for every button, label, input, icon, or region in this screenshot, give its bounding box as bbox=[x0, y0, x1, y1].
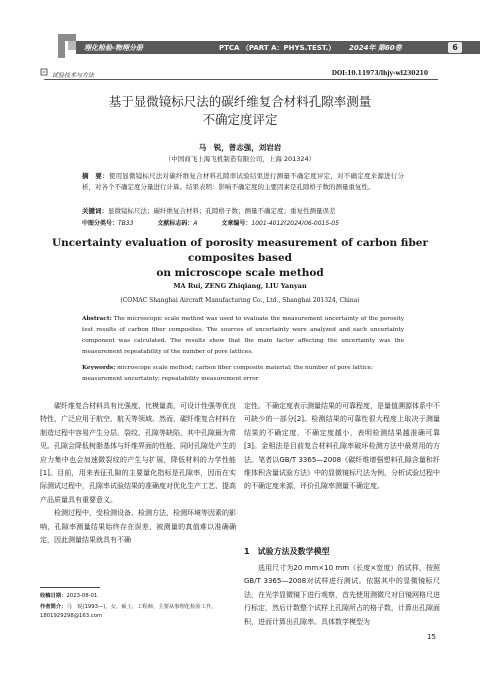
affiliation-english: (COMAC Shanghai Aircraft Manufacturing Co., Ltd., Shanghai 201324, China) bbox=[120, 297, 360, 304]
affiliation-chinese: （中国商飞上海飞机制造有限公司，上海 201324） bbox=[164, 155, 316, 163]
chinese-title-line2: 不确定度评定 bbox=[202, 112, 278, 127]
authors-chinese: 马 锐，曾志强，刘岩岩 bbox=[198, 143, 282, 152]
clc-number: 中图分类号：TB33 bbox=[82, 220, 134, 227]
english-title bbox=[40, 236, 440, 281]
chinese-title bbox=[40, 93, 440, 129]
keywords-english bbox=[82, 363, 404, 385]
abstract-chinese-label: 摘 要： bbox=[82, 172, 109, 180]
body-paragraph: 检测过程中，受检测设备、检测方法、检测环境等因素的影响，孔隙率测量结果始终存在误差，被测量的真值难以准确确定，因此测量结果就具有不确 bbox=[40, 509, 236, 545]
column-name: 试验技术与方法 bbox=[52, 72, 95, 79]
abstract-english bbox=[82, 314, 404, 358]
classification-row bbox=[82, 218, 361, 227]
received-date: 收稿日期：2023-08-01 bbox=[40, 593, 98, 599]
keywords-english-label: Keywords: bbox=[82, 365, 116, 371]
keywords-chinese bbox=[82, 206, 404, 216]
keywords-chinese-label: 关键词： bbox=[82, 207, 108, 215]
journal-section-title: 理化检验-物理分册 bbox=[84, 44, 143, 52]
body-paragraph: 定性。不确定度表示测量结果的可靠程度，是量值溯源体系中不可缺少的一部分[2]。检测结果的可靠性很大程度上取决于测量结果的不确定度，不确定度越小，表明检测结果越准确可靠[3]。金相法是目前复合材料孔隙率破坏检测方法中最常用的方法。笔者以GB/T 3365—2008《碳纤维增强塑料孔隙含量和纤维体积含量试验方法》中的显微镜标尺法为例，分析试验过程中的不确定度来源，评价孔隙率测量不确定度。 bbox=[244, 402, 440, 491]
abstract-english-label: Abstract: bbox=[82, 316, 112, 322]
section-heading: 1 试验方法及数学模型 bbox=[244, 547, 330, 556]
header-divider bbox=[44, 79, 438, 80]
english-title-line2: on microscope scale method bbox=[156, 267, 324, 279]
journal-english-name: PTCA （PART A：PHYS.TEST.） bbox=[219, 44, 336, 52]
body-left-column bbox=[40, 400, 236, 547]
page-number: 15 bbox=[427, 633, 436, 641]
authors-english: MA Rui, ZENG Zhiqiang, LIU Yanyan bbox=[173, 282, 307, 290]
abstract-chinese bbox=[82, 171, 404, 193]
document-code: 文献标志码：A bbox=[157, 220, 198, 227]
abstract-english-text: The microscopic scale method was used to evaluate the measurement uncertainty of the porosity test results of carbon fiber composites. The sources of uncertainty were analyzed and each uncertainty component was calculated. The results show that the main factor affecting the uncertainty was the measurement repeatability of the number of pore lattices. bbox=[82, 316, 404, 355]
body-right-column bbox=[244, 400, 440, 494]
english-title-line1: Uncertainty evaluation of porosity measurement of carbon fiber composites based bbox=[52, 237, 428, 264]
body-paragraph: 选用尺寸为20 mm×10 mm（长度×宽度）的试样，按照GB/T 3365—2008对试样进行测试。依据其中的显微镜标尺法，在光学显微镜下进行观察，首先使用测微尺对目镜网格尺进行标定，然后计数整个试样上孔隙所占的格子数，计算出孔隙面积，进而计算出孔隙率。具体数学模型为 bbox=[244, 564, 440, 626]
body-right-column-section bbox=[244, 562, 440, 629]
body-paragraph: 碳纤维复合材料具有比强度、比模量高，可设计性强等优良特性，广泛应用于航空、航天等领域。然而，碳纤维复合材料在制造过程中容易产生分层、裂纹、孔隙等缺陷，其中孔隙最为常见。孔隙会降低树脂基体与纤维界面的性能，同时孔隙处产生的应力集中也会加速微裂纹的产生与扩展，降低材料的力学性能[1]。目前，用来表征孔隙的主要量化指标是孔隙率，因而在实际测试过程中，孔隙率试验结果的准确度对优化生产工艺、提高产品质量具有重要意义。 bbox=[40, 402, 236, 504]
doi-text: DOI:10.11973/lhjy-wl230210 bbox=[331, 70, 428, 77]
abstract-chinese-text: 使用显微镜标尺法对碳纤维复合材料孔隙率试验结果进行测量不确定度评定，对不确定度来源进行分析，对各个不确定度分量进行计算。结果表明：影响不确定度的主要因素是孔隙格子数的测量重复性。 bbox=[82, 172, 405, 191]
article-number: 文章编号：1001-4012(2024)06-0015-05 bbox=[221, 220, 339, 227]
column-bullet-icon bbox=[40, 68, 48, 76]
chinese-title-line1: 基于显微镜标尺法的碳纤维复合材料孔隙率测量 bbox=[108, 94, 372, 109]
keywords-english-text: microscope scale method; carbon fiber composite material; the number of pore lattice; measurement uncertainty; repeatability measurement error bbox=[82, 365, 373, 382]
issue-badge: 6 bbox=[448, 42, 462, 53]
footnote-divider bbox=[40, 587, 100, 588]
keywords-chinese-text: 显微镜标尺法；碳纤维复合材料；孔隙格子数；测量不确定度；重复性测量误差 bbox=[108, 207, 336, 215]
volume-label: 2024年 第60卷 bbox=[349, 44, 402, 52]
author-bio: 作者简介：马 锐(1993—)，女，硕士，工程师，主要从事理化检验工作，1801929298@163.com bbox=[40, 604, 217, 619]
